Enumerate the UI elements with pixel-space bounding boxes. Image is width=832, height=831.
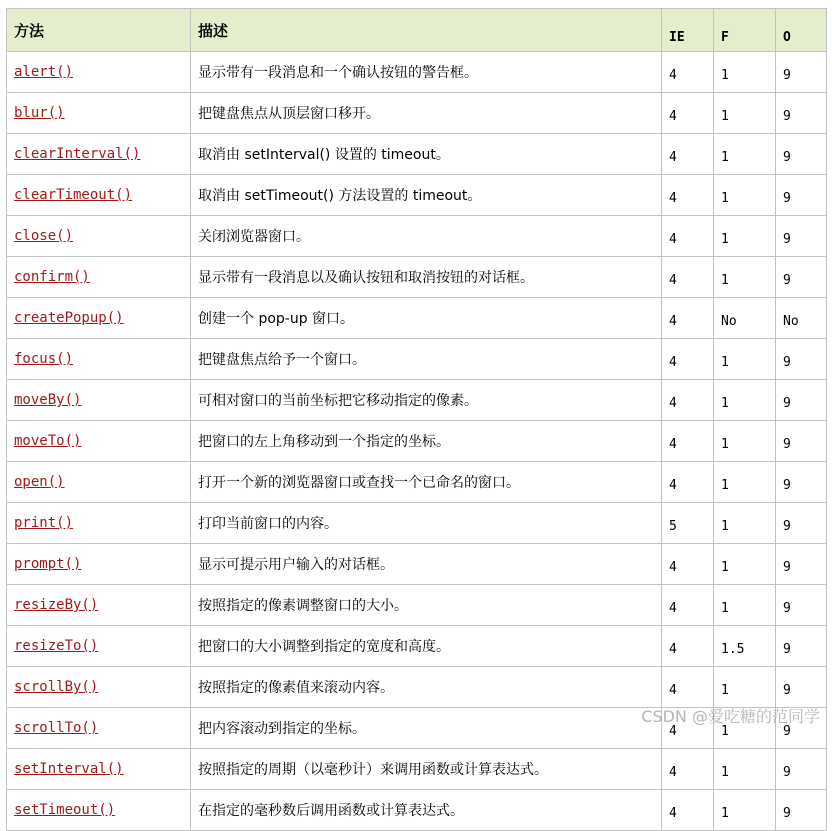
opera-version-cell: 9 — [776, 708, 827, 749]
table-row — [7, 585, 827, 626]
header-description: 描述 — [191, 9, 662, 52]
method-link[interactable]: resizeBy() — [14, 597, 99, 613]
ie-version-cell: 4 — [662, 298, 714, 339]
table-row — [7, 462, 827, 503]
table-row — [7, 380, 827, 421]
description-cell: 按照指定的像素调整窗口的大小。 — [191, 585, 662, 626]
table-row — [7, 216, 827, 257]
method-cell — [7, 175, 191, 216]
opera-version-cell: 9 — [776, 52, 827, 93]
ie-version-cell: 4 — [662, 380, 714, 421]
firefox-version-cell: 1 — [714, 93, 776, 134]
opera-version-cell: 9 — [776, 421, 827, 462]
ie-version-cell: 4 — [662, 544, 714, 585]
method-cell — [7, 52, 191, 93]
method-cell — [7, 585, 191, 626]
ie-version-cell: 4 — [662, 421, 714, 462]
description-cell: 把键盘焦点从顶层窗口移开。 — [191, 93, 662, 134]
description-cell: 显示带有一段消息以及确认按钮和取消按钮的对话框。 — [191, 257, 662, 298]
method-link[interactable]: blur() — [14, 105, 65, 121]
table-row — [7, 339, 827, 380]
firefox-version-cell: 1 — [714, 421, 776, 462]
table-row — [7, 52, 827, 93]
method-link[interactable]: print() — [14, 515, 74, 531]
opera-version-cell: 9 — [776, 257, 827, 298]
method-link[interactable]: moveBy() — [14, 392, 82, 408]
method-cell — [7, 380, 191, 421]
method-link[interactable]: focus() — [14, 351, 74, 367]
table-row — [7, 421, 827, 462]
method-cell — [7, 626, 191, 667]
firefox-version-cell: 1 — [714, 749, 776, 790]
description-cell: 打印当前窗口的内容。 — [191, 503, 662, 544]
firefox-version-cell: 1 — [714, 585, 776, 626]
firefox-version-cell: 1 — [714, 462, 776, 503]
table-row — [7, 503, 827, 544]
description-cell: 可相对窗口的当前坐标把它移动指定的像素。 — [191, 380, 662, 421]
opera-version-cell: 9 — [776, 175, 827, 216]
method-link[interactable]: prompt() — [14, 556, 82, 572]
opera-version-cell: 9 — [776, 462, 827, 503]
opera-version-cell: No — [776, 298, 827, 339]
method-cell — [7, 134, 191, 175]
opera-version-cell: 9 — [776, 503, 827, 544]
description-cell: 把窗口的大小调整到指定的宽度和高度。 — [191, 626, 662, 667]
firefox-version-cell: 1 — [714, 667, 776, 708]
table-row — [7, 175, 827, 216]
opera-version-cell: 9 — [776, 380, 827, 421]
ie-version-cell: 4 — [662, 339, 714, 380]
method-cell — [7, 749, 191, 790]
opera-version-cell: 9 — [776, 626, 827, 667]
firefox-version-cell: 1 — [714, 790, 776, 831]
description-cell: 把内容滚动到指定的坐标。 — [191, 708, 662, 749]
header-row — [7, 9, 827, 52]
header-firefox: F — [714, 9, 776, 52]
opera-version-cell: 9 — [776, 667, 827, 708]
method-link[interactable]: scrollBy() — [14, 679, 99, 695]
method-cell — [7, 216, 191, 257]
description-cell: 把窗口的左上角移动到一个指定的坐标。 — [191, 421, 662, 462]
firefox-version-cell: 1 — [714, 380, 776, 421]
ie-version-cell: 4 — [662, 93, 714, 134]
firefox-version-cell: 1 — [714, 134, 776, 175]
method-cell — [7, 339, 191, 380]
table-row — [7, 298, 827, 339]
method-link[interactable]: resizeTo() — [14, 638, 99, 654]
ie-version-cell: 4 — [662, 749, 714, 790]
firefox-version-cell: 1 — [714, 175, 776, 216]
table-row — [7, 790, 827, 831]
ie-version-cell: 4 — [662, 462, 714, 503]
description-cell: 取消由 setInterval() 设置的 timeout。 — [191, 134, 662, 175]
table-row — [7, 667, 827, 708]
opera-version-cell: 9 — [776, 790, 827, 831]
table-row — [7, 134, 827, 175]
table-header — [7, 9, 827, 52]
opera-version-cell: 9 — [776, 585, 827, 626]
header-method: 方法 — [7, 9, 191, 52]
method-cell — [7, 462, 191, 503]
ie-version-cell: 4 — [662, 585, 714, 626]
description-cell: 关闭浏览器窗口。 — [191, 216, 662, 257]
firefox-version-cell: 1 — [714, 216, 776, 257]
method-cell — [7, 667, 191, 708]
description-cell: 创建一个 pop-up 窗口。 — [191, 298, 662, 339]
description-cell: 打开一个新的浏览器窗口或查找一个已命名的窗口。 — [191, 462, 662, 503]
firefox-version-cell: 1 — [714, 257, 776, 298]
opera-version-cell: 9 — [776, 216, 827, 257]
firefox-version-cell: No — [714, 298, 776, 339]
opera-version-cell: 9 — [776, 93, 827, 134]
description-cell: 取消由 setTimeout() 方法设置的 timeout。 — [191, 175, 662, 216]
opera-version-cell: 9 — [776, 749, 827, 790]
table-row — [7, 257, 827, 298]
method-link[interactable]: clearInterval() — [14, 146, 141, 162]
firefox-version-cell: 1 — [714, 339, 776, 380]
table-row — [7, 544, 827, 585]
table-row — [7, 93, 827, 134]
method-link[interactable]: clearTimeout() — [14, 187, 133, 203]
opera-version-cell: 9 — [776, 134, 827, 175]
firefox-version-cell: 1 — [714, 544, 776, 585]
method-link[interactable]: moveTo() — [14, 433, 82, 449]
method-cell — [7, 544, 191, 585]
firefox-version-cell: 1 — [714, 708, 776, 749]
ie-version-cell: 4 — [662, 134, 714, 175]
method-cell — [7, 93, 191, 134]
method-link[interactable]: createPopup() — [14, 310, 124, 326]
table-row — [7, 626, 827, 667]
method-cell — [7, 503, 191, 544]
ie-version-cell: 4 — [662, 52, 714, 93]
method-link[interactable]: close() — [14, 228, 74, 244]
opera-version-cell: 9 — [776, 544, 827, 585]
description-cell: 按照指定的周期（以毫秒计）来调用函数或计算表达式。 — [191, 749, 662, 790]
description-cell: 显示可提示用户输入的对话框。 — [191, 544, 662, 585]
table-row — [7, 749, 827, 790]
ie-version-cell: 4 — [662, 257, 714, 298]
method-link[interactable]: confirm() — [14, 269, 90, 285]
ie-version-cell: 4 — [662, 667, 714, 708]
method-link[interactable]: open() — [14, 474, 65, 490]
ie-version-cell: 5 — [662, 503, 714, 544]
description-cell: 把键盘焦点给予一个窗口。 — [191, 339, 662, 380]
ie-version-cell: 4 — [662, 708, 714, 749]
method-cell — [7, 421, 191, 462]
method-link[interactable]: setInterval() — [14, 761, 124, 777]
ie-version-cell: 4 — [662, 175, 714, 216]
ie-version-cell: 4 — [662, 216, 714, 257]
firefox-version-cell: 1.5 — [714, 626, 776, 667]
header-ie: IE — [662, 9, 714, 52]
opera-version-cell: 9 — [776, 339, 827, 380]
method-cell — [7, 790, 191, 831]
description-cell: 按照指定的像素值来滚动内容。 — [191, 667, 662, 708]
ie-version-cell: 4 — [662, 790, 714, 831]
description-cell: 显示带有一段消息和一个确认按钮的警告框。 — [191, 52, 662, 93]
ie-version-cell: 4 — [662, 626, 714, 667]
firefox-version-cell: 1 — [714, 503, 776, 544]
watermark: CSDN @爱吃糖的范同学 — [641, 707, 820, 726]
firefox-version-cell: 1 — [714, 52, 776, 93]
header-opera: O — [776, 9, 827, 52]
method-link[interactable]: alert() — [14, 64, 74, 80]
method-link[interactable]: setTimeout() — [14, 802, 116, 818]
method-cell — [7, 708, 191, 749]
method-cell — [7, 298, 191, 339]
description-cell: 在指定的毫秒数后调用函数或计算表达式。 — [191, 790, 662, 831]
method-link[interactable]: scrollTo() — [14, 720, 99, 736]
method-cell — [7, 257, 191, 298]
